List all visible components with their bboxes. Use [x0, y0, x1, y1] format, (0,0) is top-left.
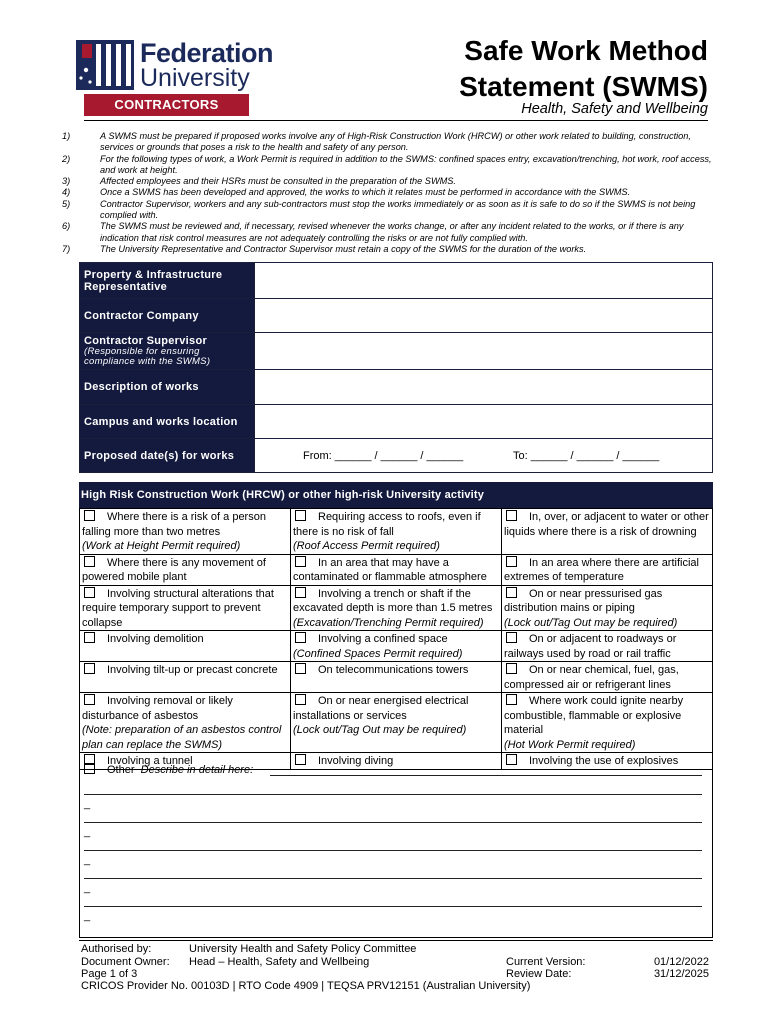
- hrcw-checkbox[interactable]: [84, 556, 95, 567]
- rule-number: 6): [62, 221, 71, 232]
- page-title-line2: Statement (SWMS): [459, 71, 708, 102]
- hrcw-item: [502, 693, 713, 753]
- rule-item: [62, 176, 712, 187]
- authorised-label: Authorised by:: [81, 943, 152, 955]
- hrcw-checkbox[interactable]: [295, 587, 306, 598]
- other-row: [82, 763, 253, 776]
- hrcw-row: [80, 554, 713, 585]
- hrcw-checkbox[interactable]: [295, 663, 306, 674]
- contractor-company-label: Contractor Company: [80, 299, 255, 333]
- hrcw-item-text: On or near pressurised gas distribution mains or piping: [504, 587, 663, 614]
- rule-text: A SWMS must be prepared if proposed works involve any of High-Risk Construction Work (HRCW) or other work related to building, construction, services or grounds that poses a risk to the health and safety of any person.: [100, 131, 691, 153]
- description-field[interactable]: [255, 370, 713, 405]
- line-dash: _: [84, 910, 91, 922]
- current-version-label: Current Version:: [506, 955, 586, 968]
- hrcw-checkbox[interactable]: [506, 632, 517, 643]
- current-version-value: 01/12/2022: [653, 955, 709, 968]
- hrcw-checkbox[interactable]: [295, 632, 306, 643]
- rule-text: Affected employees and their HSRs must be consulted in the preparation of the SWMS.: [100, 176, 456, 187]
- hrcw-item-note: (Work at Height Permit required): [82, 540, 241, 552]
- hrcw-checkbox[interactable]: [295, 694, 306, 705]
- hrcw-item: [502, 631, 713, 662]
- hrcw-checkbox[interactable]: [295, 510, 306, 521]
- hrcw-item: [80, 662, 291, 693]
- hrcw-item-text: On telecommunications towers: [318, 664, 469, 676]
- rule-item: [62, 154, 712, 177]
- works-details-table: [79, 262, 713, 473]
- hrcw-item-text: Involving a tunnel: [107, 755, 193, 767]
- rule-number: 3): [62, 176, 71, 187]
- logo-text-university: University: [140, 64, 250, 92]
- other-description-line[interactable]: [84, 822, 702, 823]
- hrcw-item-text: Where there is any movement of powered mobile plant: [82, 556, 266, 583]
- hrcw-checkbox[interactable]: [506, 587, 517, 598]
- hrcw-item-text: Where work could ignite nearby combustible, flammable or explosive material: [504, 695, 684, 736]
- hrcw-item-text: Involving a confined space: [318, 633, 448, 645]
- hrcw-item: [502, 509, 713, 555]
- from-date-field[interactable]: From: ______ / ______ / ______: [303, 449, 464, 462]
- hrcw-row: [80, 631, 713, 662]
- hrcw-item-text: In an area where there are artificial extremes of temperature: [504, 556, 699, 583]
- hrcw-checkbox[interactable]: [295, 556, 306, 567]
- rule-number: 5): [62, 198, 71, 209]
- owner-value: Head – Health, Safety and Wellbeing: [189, 955, 370, 968]
- hrcw-item-note: (Excavation/Trenching Permit required): [293, 616, 484, 629]
- hrcw-checkbox[interactable]: [84, 510, 95, 521]
- to-date-field[interactable]: To: ______ / ______ / ______: [513, 449, 660, 462]
- hrcw-checklist: [79, 508, 713, 770]
- proposed-dates-field[interactable]: [255, 439, 713, 473]
- hrcw-row: [80, 509, 713, 555]
- other-checkbox[interactable]: [84, 763, 95, 774]
- owner-label: Document Owner:: [81, 955, 170, 968]
- hrcw-item-text: Involving tilt-up or precast concrete: [107, 664, 278, 676]
- campus-location-field[interactable]: [255, 405, 713, 439]
- rule-text: The University Representative and Contractor Supervisor must retain a copy of the SWMS for the duration of the works.: [100, 243, 587, 254]
- logo-mark-icon: [76, 40, 134, 90]
- document-footer: [79, 940, 713, 995]
- hrcw-checkbox[interactable]: [506, 556, 517, 567]
- hrcw-item-note: (Confined Spaces Permit required): [293, 647, 463, 660]
- contractor-supervisor-cell: [80, 333, 255, 370]
- hrcw-item-text: On or near energised electrical installations or services: [293, 695, 469, 722]
- hrcw-item-text: Involving removal or likely disturbance of asbestos: [82, 695, 233, 722]
- hrcw-row: [80, 662, 713, 693]
- hrcw-item-text: In an area that may have a contaminated or flammable atmosphere: [293, 556, 487, 583]
- hrcw-item: [502, 554, 713, 585]
- other-description-line[interactable]: [84, 850, 702, 851]
- hrcw-item-text: Involving diving: [318, 755, 394, 767]
- hrcw-checkbox[interactable]: [84, 632, 95, 643]
- hrcw-item-text: On or near chemical, fuel, gas, compressed air or refrigerant lines: [504, 664, 679, 691]
- hrcw-item: [502, 585, 713, 631]
- hrcw-checkbox[interactable]: [84, 587, 95, 598]
- review-date-value: 31/12/2025: [653, 968, 709, 980]
- hrcw-item-text: On or adjacent to roadways or railways used by road or rail traffic: [504, 633, 677, 660]
- rule-item: [62, 244, 712, 255]
- hrcw-item: [291, 662, 502, 693]
- authorised-value: University Health and Safety Policy Committee: [189, 943, 417, 955]
- hrcw-item-note: (Hot Work Permit required): [504, 738, 636, 751]
- property-rep-label: Property & Infrastructure Representative: [80, 263, 255, 299]
- hrcw-item-note: (Lock out/Tag Out may be required): [293, 724, 467, 736]
- line-dash: _: [84, 882, 91, 894]
- proposed-dates-label: Proposed date(s) for works: [80, 439, 255, 473]
- rule-text: Contractor Supervisor, workers and any sub-contractors must stop the works immediately or as soon as it is safe to do so if the SWMS is not being complied with.: [100, 198, 696, 221]
- hrcw-heading: High Risk Construction Work (HRCW) or other high-risk University activity: [79, 482, 713, 508]
- hrcw-item-text: In, over, or adjacent to water or other liquids where there is a risk of drowning: [504, 511, 709, 538]
- hrcw-checkbox[interactable]: [84, 663, 95, 674]
- rule-number: 1): [62, 131, 71, 141]
- hrcw-item-note: (Note: preparation of an asbestos control plan can replace the SWMS): [82, 724, 282, 751]
- hrcw-item: [291, 585, 502, 631]
- hrcw-item-note: (Lock out/Tag Out may be required): [504, 616, 678, 629]
- page-subtitle: Health, Safety and Wellbeing: [521, 101, 708, 117]
- campus-location-label: Campus and works location: [80, 405, 255, 439]
- federation-university-logo: [76, 38, 286, 94]
- rule-text: Once a SWMS has been developed and approved, the works to which it relates must be performed in accordance with the SWMS.: [100, 187, 631, 198]
- line-dash: _: [84, 826, 91, 838]
- rule-item: [62, 199, 712, 222]
- hrcw-checkbox[interactable]: [506, 663, 517, 674]
- hrcw-item: [80, 554, 291, 585]
- contractor-company-field[interactable]: [255, 299, 713, 333]
- hrcw-item-text: Involving the use of explosives: [529, 755, 679, 767]
- hrcw-item: [291, 693, 502, 753]
- other-description-line[interactable]: [84, 794, 702, 795]
- hrcw-item: [502, 662, 713, 693]
- hrcw-item-text: Where there is a risk of a person falling more than two metres: [82, 511, 266, 538]
- other-description-line[interactable]: [84, 878, 702, 879]
- hrcw-item-text: Involving structural alterations that require temporary support to prevent collapse: [82, 587, 274, 629]
- hrcw-item-text: Requiring access to roofs, even if there is no risk of fall: [293, 511, 481, 538]
- rule-item: [62, 187, 712, 198]
- rules-list: [62, 131, 712, 255]
- rule-item: [62, 221, 712, 244]
- line-dash: _: [84, 854, 91, 866]
- cricos-statement: CRICOS Provider No. 00103D | RTO Code 4909 | TEQSA PRV12151 (Australian University): [81, 980, 531, 992]
- line-dash: _: [84, 798, 91, 810]
- hrcw-item: [80, 509, 291, 555]
- rule-number: 7): [62, 243, 71, 254]
- hrcw-checkbox[interactable]: [506, 694, 517, 705]
- hrcw-item-text: Involving demolition: [107, 633, 204, 645]
- other-label: Other: [107, 764, 135, 776]
- hrcw-item: [80, 693, 291, 753]
- rule-text: For the following types of work, a Work Permit is required in addition to the SWMS: confined spaces entry, excavation/trenching, hot work, roof access, and work at height.: [100, 153, 712, 175]
- other-activity-section: [79, 760, 713, 938]
- description-label: Description of works: [80, 370, 255, 405]
- contractors-badge: CONTRACTORS: [84, 94, 249, 116]
- other-description-line[interactable]: [84, 906, 702, 907]
- hrcw-checkbox[interactable]: [84, 694, 95, 705]
- page-title-line1: Safe Work Method: [464, 35, 708, 66]
- hrcw-row: [80, 585, 713, 631]
- contractor-supervisor-field[interactable]: [255, 333, 713, 370]
- contractor-supervisor-note: (Responsible for ensuring compliance with the SWMS): [84, 346, 211, 367]
- rule-item: [62, 131, 712, 154]
- logo-text-federation: Federation: [140, 38, 274, 68]
- other-description-line[interactable]: [270, 775, 702, 776]
- hrcw-item: [80, 631, 291, 662]
- hrcw-item-note: (Roof Access Permit required): [293, 540, 440, 552]
- other-prompt: Describe in detail here:: [140, 764, 254, 776]
- review-date-label: Review Date:: [506, 968, 572, 980]
- hrcw-item: [291, 631, 502, 662]
- hrcw-item: [291, 509, 502, 555]
- rule-number: 2): [62, 153, 71, 164]
- property-rep-field[interactable]: [255, 263, 713, 299]
- header-divider: [84, 120, 708, 121]
- hrcw-row: [80, 693, 713, 753]
- contractor-supervisor-label: Contractor Supervisor: [84, 335, 208, 347]
- rule-number: 4): [62, 187, 71, 198]
- hrcw-item: [291, 554, 502, 585]
- hrcw-item-text: Involving a trench or shaft if the excavated depth is more than 1.5 metres: [293, 587, 493, 614]
- rule-text: The SWMS must be reviewed and, if necessary, revised whenever the works change, or after any incident related to the works, or if there is any indication that risk control measures are not adequately controlling the risks or are not fully complied with.: [100, 221, 684, 243]
- page-number: Page 1 of 3: [81, 968, 138, 980]
- hrcw-checkbox[interactable]: [506, 510, 517, 521]
- hrcw-item: [80, 585, 291, 631]
